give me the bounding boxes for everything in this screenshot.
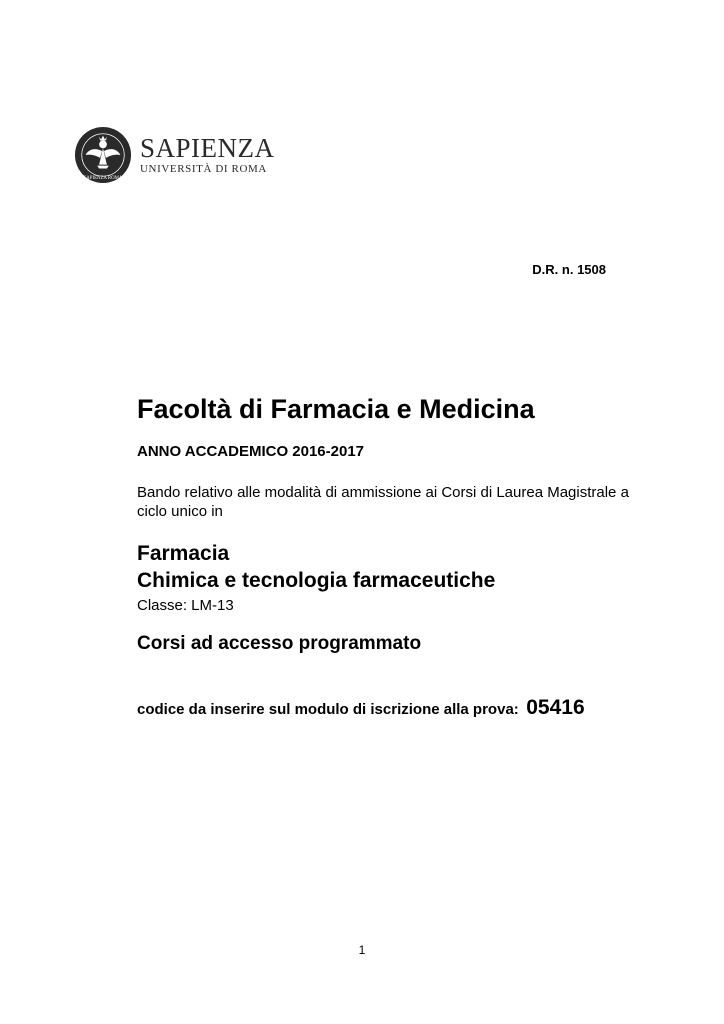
sapienza-seal-icon bbox=[74, 126, 132, 184]
logo-name: SAPIENZA bbox=[140, 133, 275, 163]
announcement-text: Bando relativo alle modalità di ammissione ai Corsi di Laurea Magistrale a ciclo unico in bbox=[137, 484, 629, 520]
code-value: 05416 bbox=[526, 696, 585, 719]
faculty-title: Facoltà di Farmacia e Medicina bbox=[137, 394, 535, 424]
university-logo bbox=[74, 126, 275, 184]
decree-number: D.R. n. 1508 bbox=[532, 262, 606, 277]
code-label: codice da inserire sul modulo di iscrizione alla prova: bbox=[137, 701, 519, 718]
logo-subtitle: UNIVERSITÀ DI ROMA bbox=[140, 163, 267, 175]
page-number: 1 bbox=[358, 943, 366, 957]
course-title: Chimica e tecnologia farmaceutiche bbox=[137, 569, 496, 592]
course-title: Farmacia bbox=[137, 542, 230, 565]
access-type-heading: Corsi ad accesso programmato bbox=[137, 633, 422, 654]
registration-code-line bbox=[137, 696, 585, 720]
academic-year: ANNO ACCADEMICO 2016-2017 bbox=[137, 443, 365, 460]
logo-wordmark bbox=[140, 134, 275, 176]
seal-ring-text: SAPIENZA ROMA bbox=[83, 176, 123, 182]
degree-class: Classe: LM-13 bbox=[137, 597, 234, 614]
